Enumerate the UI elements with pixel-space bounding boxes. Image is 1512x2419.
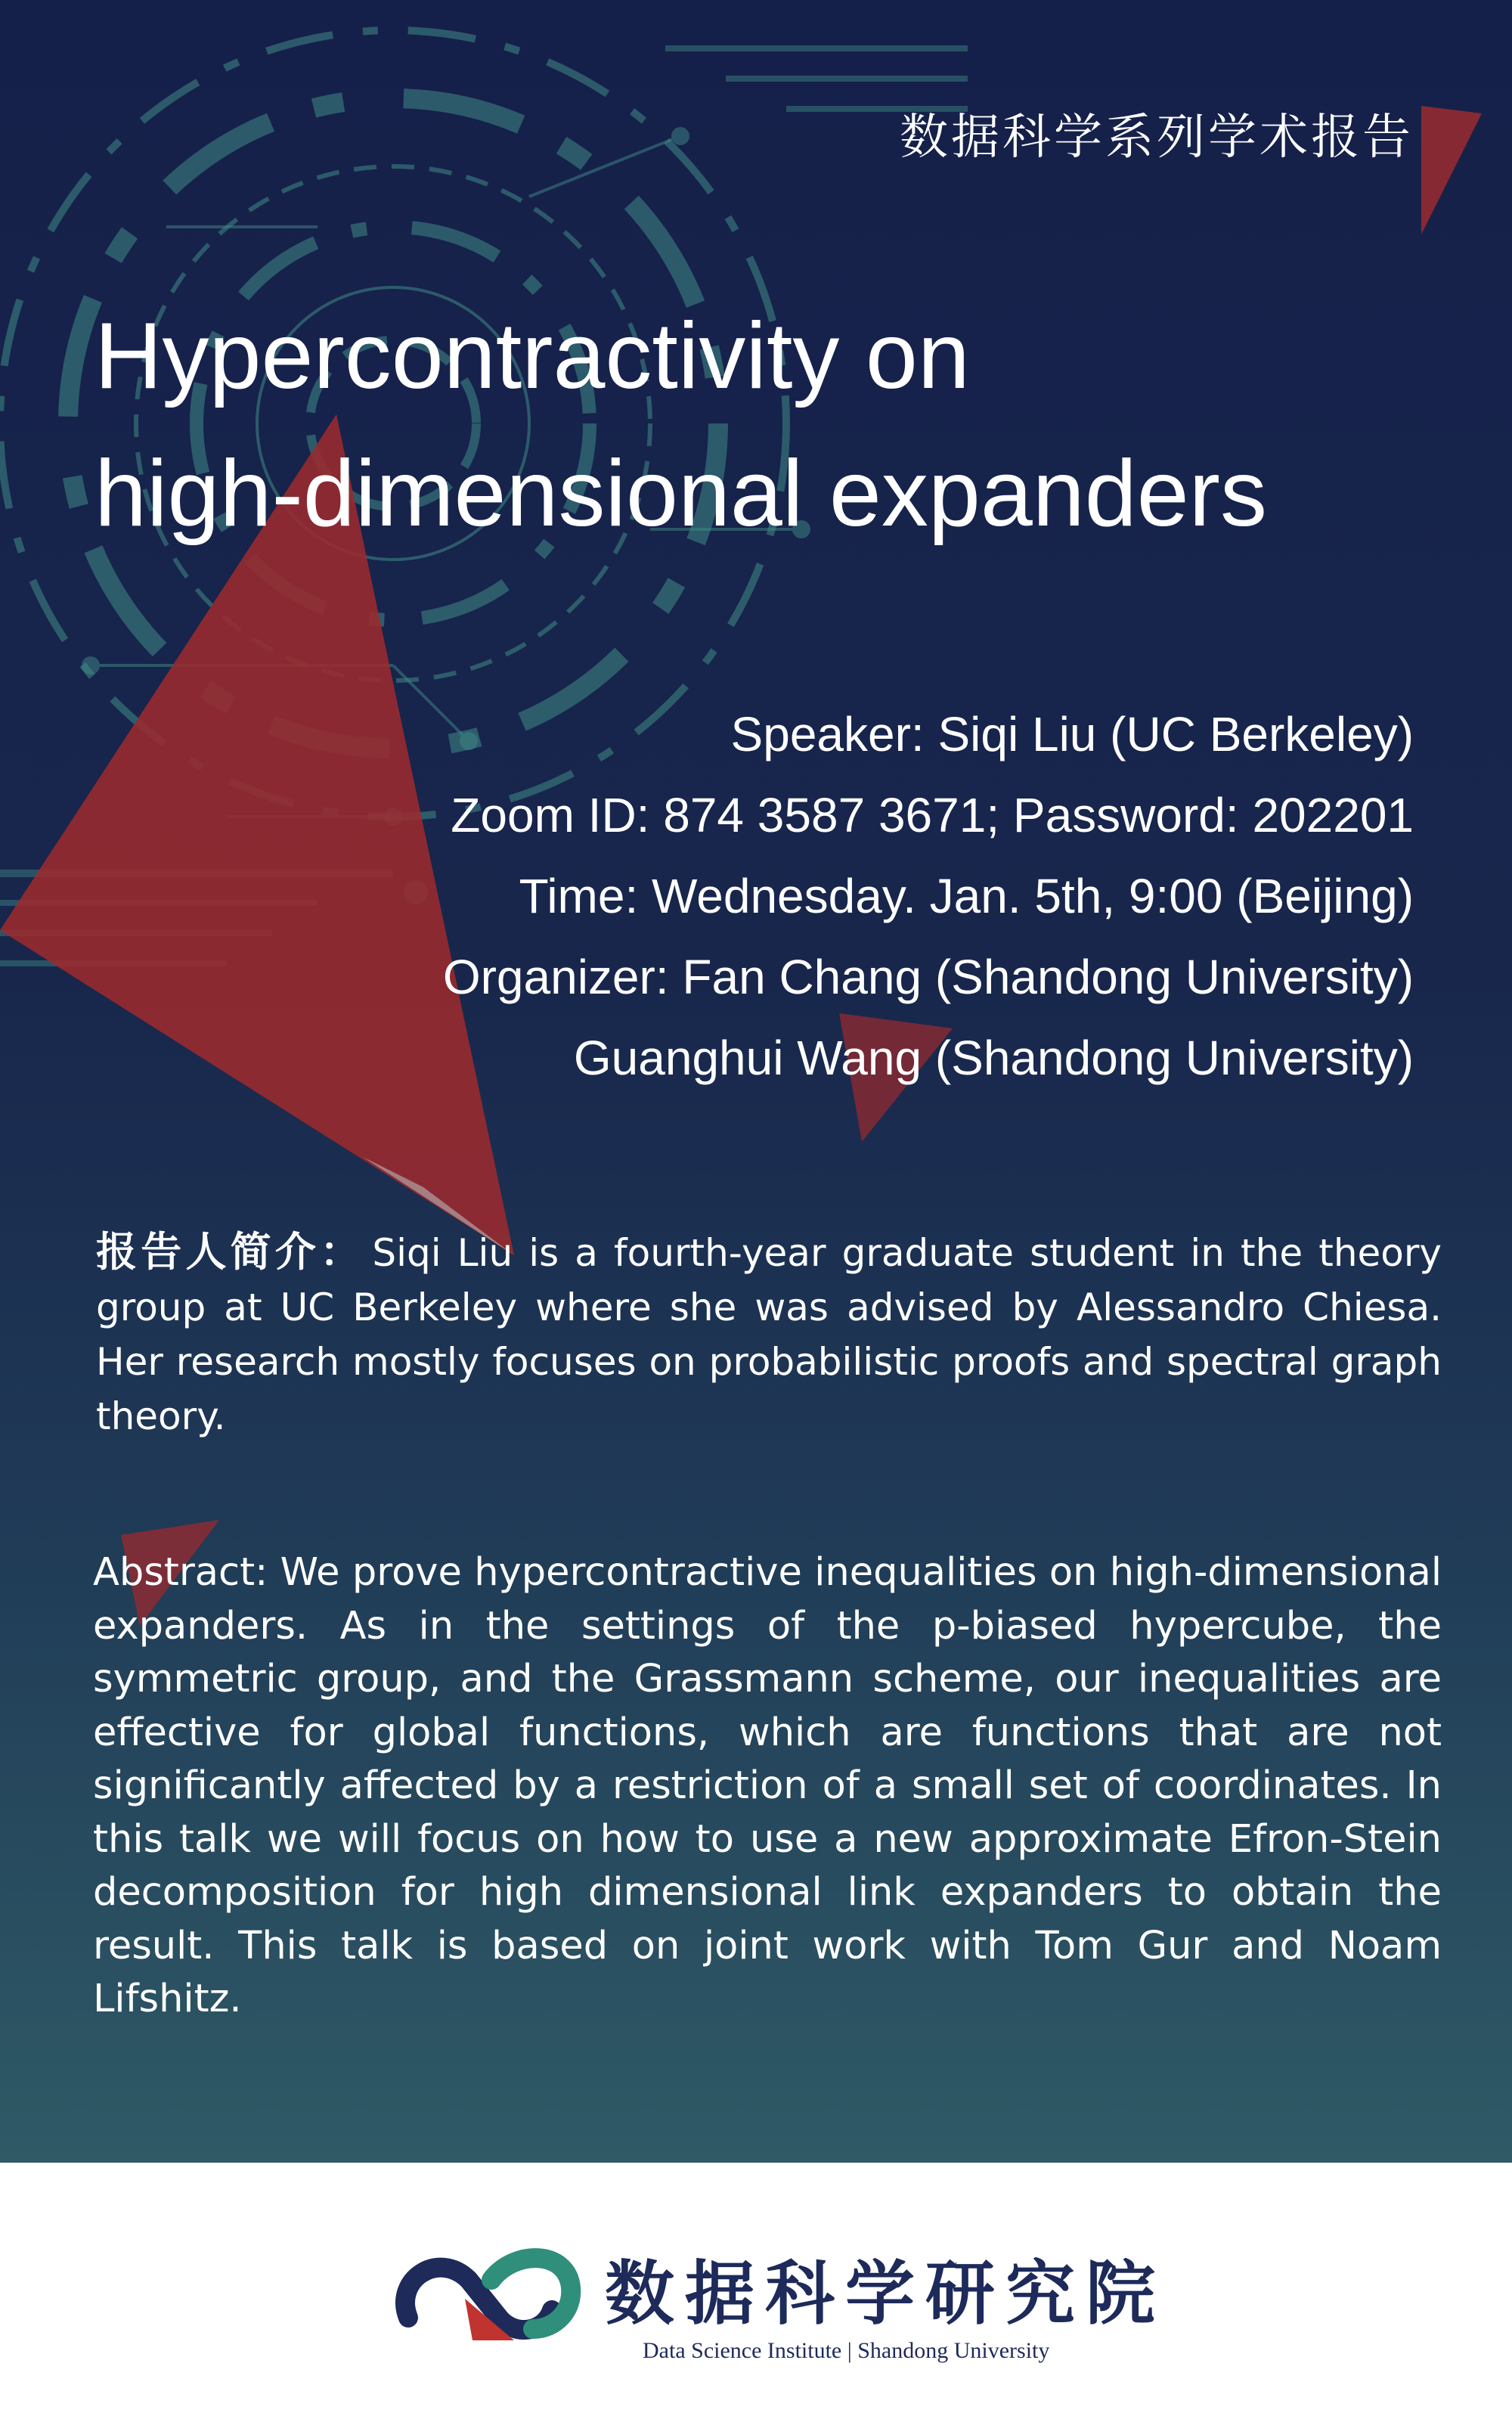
title-line-1: Hypercontractivity on xyxy=(94,304,970,408)
talk-info xyxy=(443,694,1414,1099)
abstract: Abstract: We prove hypercontractive inequalities on high-dimensional expanders. As in the settings of the p-biased hypercube, the symmetric group, and the Grassmann scheme, our inequalities are effective for global functions, which are functions that are not significantly affected by a restriction of a small set of coordinates. In this talk we will focus on how to use a new approximate Efron-Stein decomposition for high dimensional link expanders to obtain the result. This talk is based on joint work with Tom Gur and Noam Lifshitz. xyxy=(93,1550,1442,2021)
speaker-bio xyxy=(96,1225,1442,1444)
institute-name-cn: 数据科学研究院 xyxy=(605,2253,1167,2334)
institute-name-en: Data Science Institute | Shandong University xyxy=(643,2338,1050,2363)
series-label: 数据科学系列学术报告 xyxy=(900,110,1414,166)
institute-logo-icon xyxy=(393,2234,582,2348)
talk-title xyxy=(94,287,1425,563)
footer xyxy=(0,2163,1512,2419)
zoom-line: Zoom ID: 874 3587 3671; Password: 202201 xyxy=(451,788,1414,842)
time-line: Time: Wednesday. Jan. 5th, 9:00 (Beijing) xyxy=(519,869,1414,923)
speaker-line: Speaker: Siqi Liu (UC Berkeley) xyxy=(730,707,1414,761)
organizer-line-2: Guanghui Wang (Shandong University) xyxy=(573,1031,1414,1085)
bio-text: Siqi Liu is a fourth-year graduate student in the theory group at UC Berkeley where she was advised by Alessandro Chiesa. Her research mostly focuses on probabilistic proofs and spectral graph theory. xyxy=(96,1231,1442,1438)
title-line-2: high-dimensional expanders xyxy=(94,442,1267,546)
bio-label: 报告人简介： xyxy=(96,1228,365,1276)
organizer-line: Organizer: Fan Chang (Shandong University) xyxy=(442,950,1414,1004)
